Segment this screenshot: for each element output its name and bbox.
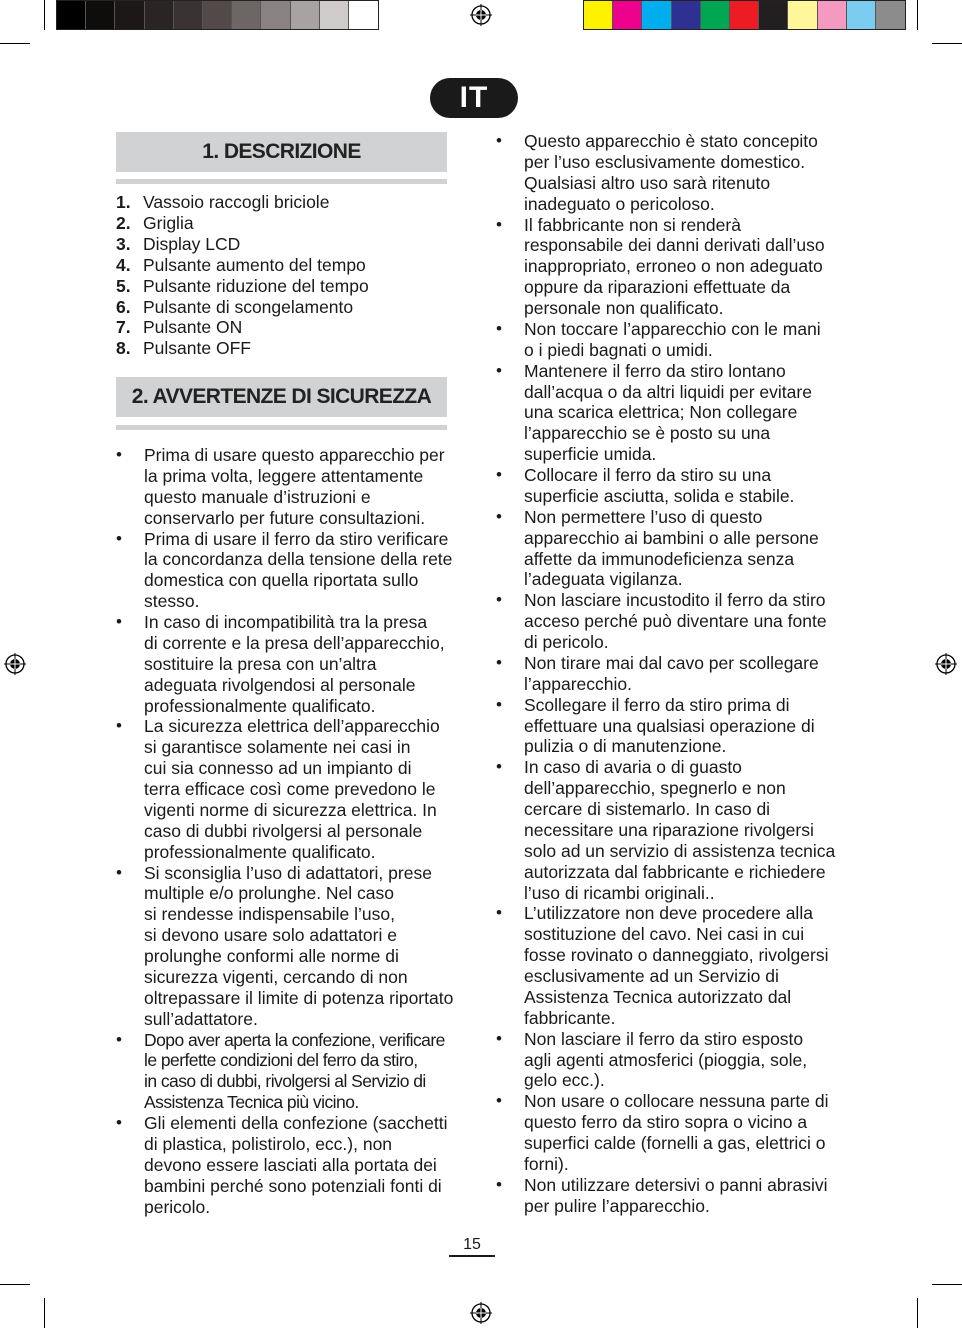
warning-line: terra efficace così come prevedono le (144, 779, 436, 799)
warning-line: acceso perché può diventare una fonte (524, 611, 827, 632)
warning-line: affette da immunodeficienza senza (524, 548, 795, 569)
warning-line: l’adeguata vigilanza. (524, 569, 683, 590)
color-swatch (86, 1, 115, 29)
section-title-avvertenze: 2. AVVERTENZE DI SICUREZZA (116, 377, 447, 417)
warning-item (116, 529, 456, 613)
parts-list (116, 192, 446, 359)
warning-line: caso di dubbi rivolgersi al personale (144, 820, 423, 841)
crop-mark (932, 43, 962, 44)
list-item-text: Pulsante aumento del tempo (143, 254, 366, 275)
warning-line: in caso di dubbi, rivolgersi al Servizio di (144, 1071, 426, 1092)
warning-line: sull’adattatore. (144, 1008, 258, 1029)
color-swatch (115, 1, 144, 29)
warning-item (496, 1091, 836, 1175)
warning-line: • Non lasciare incustodito il ferro da stiro (524, 590, 826, 611)
warning-line: solo ad un servizio di assistenza tecnica (524, 840, 836, 861)
warning-line: • Prima di usare il ferro da stiro verificare (144, 528, 449, 549)
crop-mark (44, 1298, 45, 1328)
warning-item (116, 612, 456, 716)
crop-mark (917, 0, 918, 30)
warning-line: • Collocare il ferro da stiro su una (524, 465, 772, 485)
warning-line: o i piedi bagnati o umidi. (524, 339, 713, 360)
warning-line: • In caso di avaria o di guasto (524, 757, 742, 778)
list-item-number: 4. (116, 254, 131, 275)
color-swatch (145, 1, 174, 29)
warning-line: • L’utilizzatore non deve procedere alla (524, 903, 813, 924)
warning-line: • Dopo aver aperta la confezione, verificare (144, 1029, 445, 1050)
warning-line: oppure da riparazioni effettuate da (524, 277, 791, 298)
warning-line: conservarlo per future consultazioni. (144, 507, 426, 528)
warning-line: una scarica elettrica; Non collegare (524, 402, 798, 423)
color-swatch (788, 1, 817, 29)
warning-line: dell’apparecchio, spegnerlo e non (524, 778, 786, 799)
crop-mark (0, 43, 30, 44)
warning-line: l’apparecchio se è posto su una (524, 423, 771, 444)
warning-line: inadeguato o pericoloso. (524, 193, 715, 214)
crop-mark (917, 1298, 918, 1328)
warning-line: • Non usare o collocare nessuna parte di (524, 1091, 829, 1112)
warning-item (496, 1175, 836, 1217)
warning-item (496, 1029, 836, 1092)
color-swatch (232, 1, 261, 29)
warning-line: inappropriato, erroneo o non adeguato (524, 256, 823, 277)
warning-line: • Non utilizzare detersivi o panni abrasivi (524, 1174, 828, 1195)
warning-line: professionalmente qualificato. (144, 695, 376, 716)
warning-line: questo ferro da stiro sopra o vicino a (524, 1112, 808, 1133)
list-item-text: Pulsante di scongelamento (143, 296, 354, 317)
warning-line: • Questo apparecchio è stato concepito (524, 131, 818, 151)
warning-line: • Non lasciare il ferro da stiro esposto (524, 1028, 804, 1049)
section-rule (116, 425, 447, 430)
safety-warnings-left (116, 445, 456, 1217)
warning-item (496, 903, 836, 1028)
color-swatch (261, 1, 290, 29)
warning-item (496, 653, 836, 695)
warning-line: multiple e/o prolunghe. Nel caso (144, 883, 395, 904)
crop-mark (932, 1284, 962, 1285)
page-number: 15 (449, 1236, 495, 1257)
warning-item (116, 445, 456, 529)
warning-line: professionalmente qualificato. (144, 841, 376, 862)
warning-line: apparecchio ai bambini o alle persone (524, 527, 819, 548)
color-swatch (672, 1, 701, 29)
list-item-number: 5. (116, 275, 131, 296)
warning-line: • Non permettere l’uso di questo (524, 506, 763, 527)
warning-item (496, 319, 836, 361)
warning-line: di pericolo. (524, 632, 609, 652)
color-swatch (320, 1, 349, 29)
warning-line: bambini perché sono potenziali fonti di (144, 1175, 442, 1196)
list-item-number: 7. (116, 317, 131, 338)
warning-line: • Non tirare mai dal cavo per scollegare (524, 652, 819, 673)
warning-line: sostituire la presa con un’altra (144, 653, 377, 674)
color-swatch (642, 1, 671, 29)
warning-line: cercare di sistemarlo. In caso di (524, 799, 771, 819)
list-item-text: Griglia (143, 212, 194, 233)
color-swatch (847, 1, 876, 29)
warning-line: le perfette condizioni del ferro da stiro, (144, 1050, 418, 1071)
warning-line: effettuare una qualsiasi operazione di (524, 715, 815, 736)
crop-mark (0, 1284, 30, 1285)
color-swatch (203, 1, 232, 29)
warning-line: dall’acqua o da altri liquidi per evitare (524, 381, 812, 402)
warning-line: • La sicurezza elettrica dell’apparecchio (144, 716, 440, 737)
list-item-number: 8. (116, 338, 131, 359)
list-item (116, 276, 446, 297)
warning-line: adeguata rivolgendosi al personale (144, 674, 416, 695)
warning-line: • Mantenere il ferro da stiro lontano (524, 360, 786, 381)
warning-line: devono essere lasciati alla portata dei (144, 1154, 437, 1175)
warning-line: personale non qualificato. (524, 298, 724, 318)
warning-line: Qualsiasi altro uso sarà ritenuto (524, 172, 771, 193)
warning-line: forni). (524, 1153, 569, 1174)
list-item (116, 297, 446, 318)
warning-item (116, 1030, 456, 1114)
warning-line: domestica con quella riportata sullo (144, 570, 419, 591)
warning-line: oltrepassare il limite di potenza riportato (144, 987, 454, 1008)
warning-line: la prima volta, leggere attentamente (144, 465, 424, 486)
warning-item (496, 507, 836, 591)
warning-line: responsabile dei danni derivati dall’uso (524, 235, 825, 256)
warning-line: Assistenza Tecnica più vicino. (144, 1092, 359, 1113)
registration-mark-icon (470, 1302, 492, 1324)
registration-mark-icon (935, 653, 957, 675)
warning-line: questo manuale d’istruzioni e (144, 486, 371, 507)
section-title-descrizione: 1. DESCRIZIONE (116, 132, 447, 172)
list-item (116, 192, 446, 213)
warning-line: di plastica, polistirolo, ecc.), non (144, 1133, 393, 1154)
process-color-bar (583, 0, 906, 30)
list-item-number: 1. (116, 192, 131, 212)
warning-item (496, 465, 836, 507)
list-item-number: 2. (116, 212, 131, 233)
warning-line: • Prima di usare questo apparecchio per (144, 445, 445, 465)
list-item-number: 3. (116, 233, 131, 254)
color-swatch (876, 1, 905, 29)
list-item-text: Pulsante OFF (143, 338, 251, 359)
color-swatch (349, 1, 378, 29)
warning-item (496, 131, 836, 215)
warning-item (496, 215, 836, 319)
safety-warnings-right (496, 131, 836, 1217)
list-item (116, 255, 446, 276)
crop-mark (44, 0, 45, 30)
list-item-text: Display LCD (143, 233, 241, 254)
warning-line: • Si sconsiglia l’uso di adattatori, prese (144, 862, 432, 883)
warning-line: sostituzione del cavo. Nei casi in cui (524, 924, 805, 945)
warning-line: si garantisce solamente nei casi in (144, 737, 411, 758)
warning-line: di corrente e la presa dell’apparecchio, (144, 632, 445, 653)
warning-line: esclusivamente ad un Servizio di (524, 966, 779, 986)
warning-line: agli agenti atmosferici (pioggia, sole, (524, 1049, 808, 1070)
warning-line: sicurezza vigenti, cercando di non (144, 966, 408, 987)
list-item (116, 338, 446, 359)
color-swatch (818, 1, 847, 29)
warning-line: autorizzata dal fabbricante e richiedere (524, 861, 826, 882)
warning-line: si rendesse indispensabile l’uso, (144, 904, 395, 925)
warning-line: • In caso di incompatibilità tra la presa (144, 612, 428, 632)
warning-line: necessitare una riparazione rivolgersi (524, 819, 814, 840)
list-item-text: Vassoio raccogli briciole (143, 192, 330, 212)
warning-line: per l’uso esclusivamente domestico. (524, 151, 806, 172)
warning-item (496, 695, 836, 758)
warning-line: • Scollegare il ferro da stiro prima di (524, 694, 790, 715)
color-swatch (701, 1, 730, 29)
color-swatch (584, 1, 613, 29)
grayscale-color-bar (56, 0, 379, 30)
warning-line: stesso. (144, 591, 200, 612)
warning-item (496, 757, 836, 903)
warning-line: • Il fabbricante non si renderà (524, 214, 741, 235)
color-swatch (174, 1, 203, 29)
language-badge: IT (430, 78, 518, 118)
color-swatch (613, 1, 642, 29)
warning-line: l’apparecchio. (524, 673, 632, 694)
warning-item (116, 1113, 456, 1217)
list-item (116, 234, 446, 255)
color-swatch (759, 1, 788, 29)
color-swatch (57, 1, 86, 29)
list-item (116, 317, 446, 338)
warning-line: l’uso di ricambi originali.. (524, 882, 715, 903)
warning-item (116, 863, 456, 1030)
list-item-text: Pulsante riduzione del tempo (143, 275, 369, 296)
color-swatch (730, 1, 759, 29)
list-item (116, 213, 446, 234)
warning-line: pulizia o di manutenzione. (524, 736, 727, 757)
warning-line: • Gli elementi della confezione (sacchetti (144, 1113, 448, 1133)
warning-line: fosse rovinato o danneggiato, rivolgersi (524, 945, 829, 966)
warning-line: superficie umida. (524, 444, 657, 465)
warning-line: pericolo. (144, 1196, 211, 1217)
section-rule (116, 179, 447, 184)
warning-item (116, 716, 456, 862)
warning-line: prolunghe conformi alle norme di (144, 946, 399, 966)
warning-item (496, 590, 836, 653)
warning-line: cui sia connesso ad un impianto di (144, 758, 412, 779)
registration-mark-icon (4, 653, 26, 675)
warning-line: • Non toccare l’apparecchio con le mani (524, 318, 821, 339)
warning-line: Assistenza Tecnica autorizzato dal (524, 986, 792, 1007)
warning-line: si devono usare solo adattatori e (144, 925, 397, 946)
list-item-text: Pulsante ON (143, 317, 243, 338)
warning-line: vigenti norme di sicurezza elettrica. In (144, 799, 437, 820)
list-item-number: 6. (116, 296, 131, 317)
registration-mark-icon (470, 4, 492, 26)
warning-line: superficie asciutta, solida e stabile. (524, 485, 795, 506)
warning-item (496, 361, 836, 465)
warning-line: la concordanza della tensione della rete (144, 549, 453, 570)
warning-line: gelo ecc.). (524, 1070, 605, 1091)
warning-line: per pulire l’apparecchio. (524, 1195, 710, 1216)
color-swatch (291, 1, 320, 29)
warning-line: superfici calde (fornelli a gas, elettrici o (524, 1133, 826, 1153)
warning-line: fabbricante. (524, 1007, 616, 1028)
